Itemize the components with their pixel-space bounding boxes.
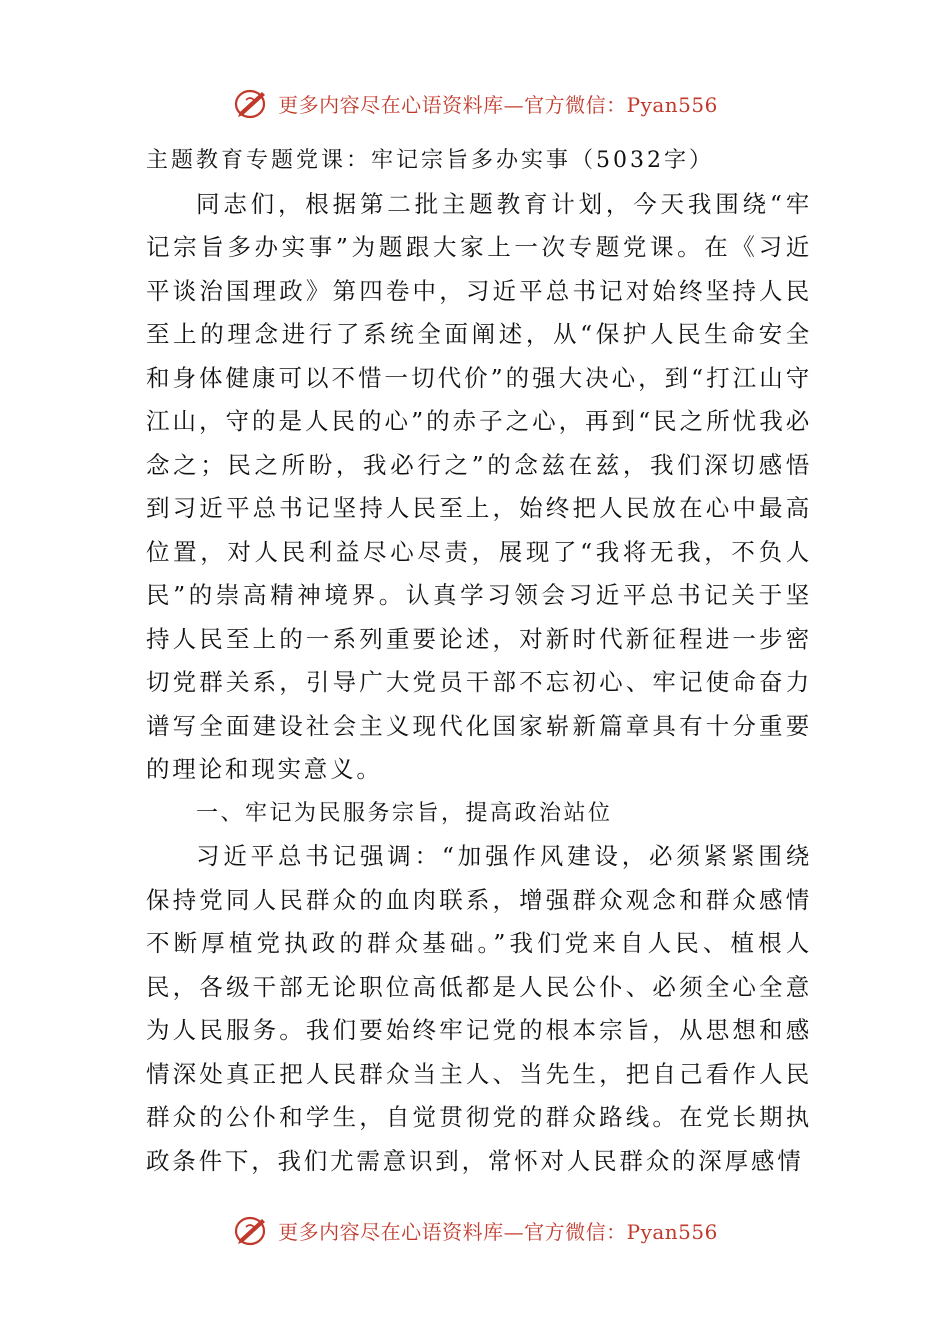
header-banner — [0, 83, 950, 123]
section-heading-1: 一、牢记为民服务宗旨，提高政治站位 — [196, 800, 613, 826]
pen-circle-logo-icon — [232, 86, 272, 120]
paragraph-section-1: 习近平总书记强调：“加强作风建设，必须紧紧围绕保持党同人民群众的血肉联系，增强群众观念和群众感情不断厚植党执政的群众基础。”我们党来自人民、植根人民，各级干部无论职位高低都是人民公仆、必须全心全意为人民服务。我们要始终牢记党的根本宗旨，从思想和感情深处真正把人民群众当主人、当先生，把自己看作人民群众的公仆和学生，自觉贯彻党的群众路线。在党长期执政条件下，我们尤需意识到，常怀对人民群众的深厚感情 — [146, 842, 812, 1175]
footer-banner — [0, 1210, 950, 1250]
pen-circle-logo-icon — [232, 1213, 272, 1247]
document-body — [146, 139, 812, 1183]
paragraph-intro: 同志们，根据第二批主题教育计划，今天我围绕“牢记宗旨多办实事”为题跟大家上一次专题党课。在《习近平谈治国理政》第四卷中，习近平总书记对始终坚持人民至上的理念进行了系统全面阐述，从“保护人民生命安全和身体健康可以不惜一切代价”的强大决心，到“打江山守江山，守的是人民的心”的赤子之心，再到“民之所忧我必念之；民之所盼，我必行之”的念兹在兹，我们深切感悟到习近平总书记坚持人民至上，始终把人民放在心中最高位置，对人民利益尽心尽责，展现了“我将无我，不负人民”的崇高精神境界。认真学习领会习近平总书记关于坚持人民至上的一系列重要论述，对新时代新征程进一步密切党群关系，引导广大党员干部不忘初心、牢记使命奋力谱写全面建设社会主义现代化国家崭新篇章具有十分重要的理论和现实意义。 — [146, 189, 812, 783]
banner-text: 更多内容尽在心语资料库—官方微信：Pyan556 — [278, 92, 718, 117]
banner-text: 更多内容尽在心语资料库—官方微信：Pyan556 — [278, 1219, 718, 1244]
document-title: 主题教育专题党课：牢记宗旨多办实事（5032字） — [146, 148, 714, 173]
